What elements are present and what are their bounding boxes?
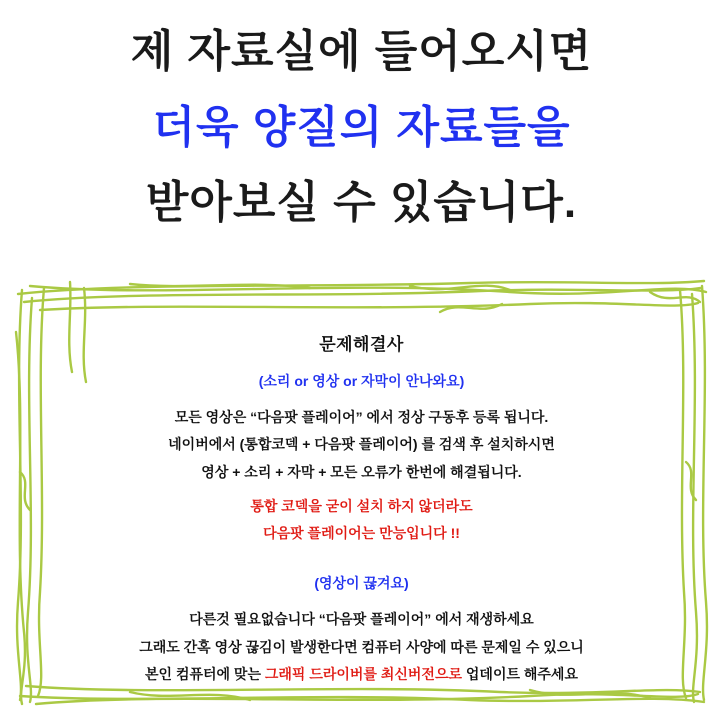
- section1-heading: (소리 or 영상 or 자막이 안나와요): [258, 373, 465, 389]
- section2-last-part1: 본인 컴퓨터에 맞는: [145, 666, 265, 683]
- section1-line-2: 네이버에서 (통합코덱 + 다음팟 플레이어) 를 검색 후 설치하시면: [168, 436, 555, 453]
- section1-line-1: 모든 영상은 “다음팟 플레이어” 에서 정상 구동후 등록 됩니다.: [174, 409, 549, 425]
- headline-line-2: 더욱 양질의 자료들을: [152, 102, 571, 152]
- note-title: 문제해결사: [319, 335, 404, 354]
- section1-red-line-1: 통합 코덱을 굳이 설치 하지 않더라도: [250, 497, 473, 514]
- section2-last-line: [60, 661, 663, 688]
- section2-last-part3: 업데이트 해주세요: [462, 666, 578, 683]
- section2-line-1: 다른것 필요없습니다 “다음팟 플레이어” 에서 재생하세요: [189, 611, 534, 628]
- section1-red-line-2: 다음팟 플레이어는 만능입니다 !!: [263, 525, 460, 542]
- headline-line-3: 받아보실 수 있습니다.: [145, 178, 578, 228]
- note-content: [60, 330, 663, 688]
- headline-line-1: 제 자료실에 들어오시면: [130, 27, 593, 76]
- section-gap: [60, 547, 663, 573]
- spacer-1: [60, 486, 663, 493]
- headline-block: [0, 14, 723, 241]
- section1-line-3: 영상 + 소리 + 자막 + 모든 오류가 한번에 해결됩니다.: [201, 463, 522, 480]
- section2-last-part2: 그래픽 드라이버를 최신버전으로: [264, 666, 462, 683]
- section2-heading: (영상이 끊겨요): [314, 575, 409, 592]
- section2-line-2: 그래도 간혹 영상 끊김이 발생한다면 컴퓨터 사양에 따른 문제일 수 있으니: [139, 638, 584, 655]
